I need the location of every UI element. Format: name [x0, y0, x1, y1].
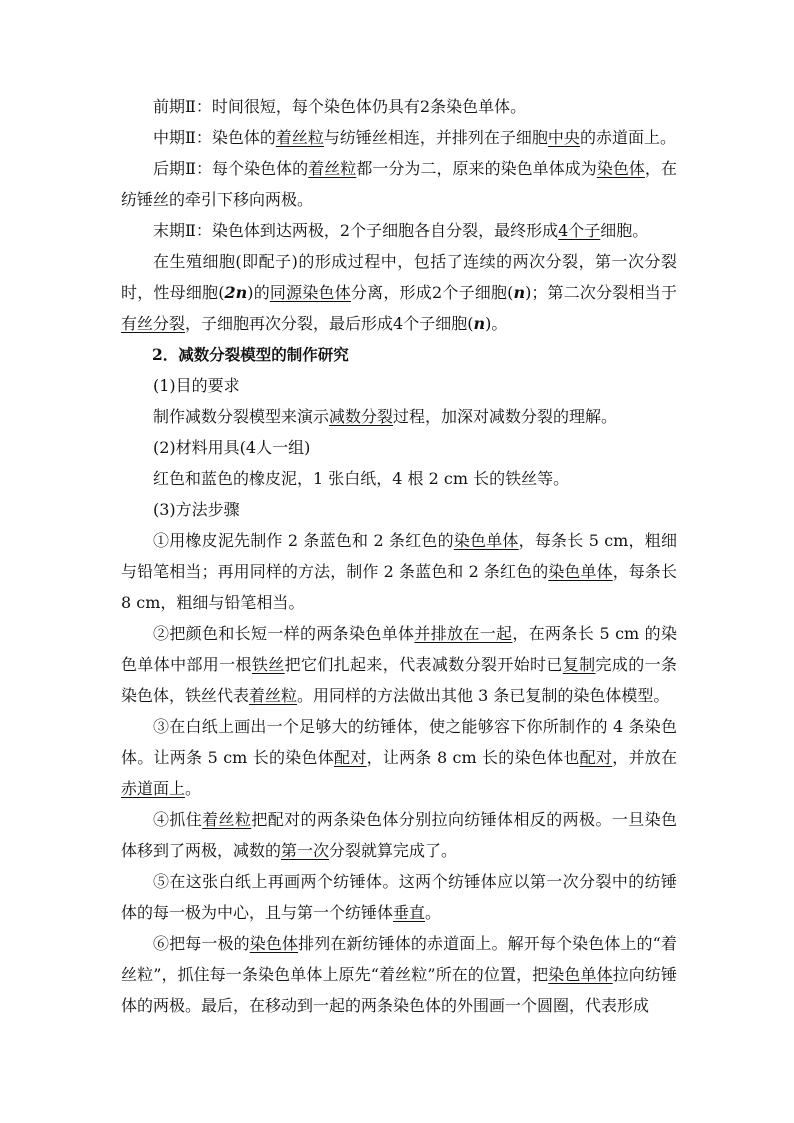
step-3: ③在白纸上画出一个足够大的纺锤体，使之能够容下你所制作的 4 条染色体。让两条 5 cm 长的染色体配对，让两条 8 cm 长的染色体也配对，并放在赤道面上。 [121, 717, 677, 798]
underlined-term: 同源染色体 [269, 283, 351, 302]
step-2: ②把颜色和长短一样的两条染色单体并排放在一起，在两条长 5 cm 的染色单体中部用一根铁丝把它们扎起来，代表减数分裂开始时已复制完成的一条染色体，铁丝代表着丝粒。用同样的方法做出其他 3 条已复制的染色体模型。 [121, 624, 677, 705]
underlined-term: 着丝粒 [249, 686, 298, 705]
underlined-term: 配对 [334, 748, 367, 767]
step-6: ⑥把每一极的染色体排列在新纺锤体的赤道面上。解开每个染色体上的“着丝粒”，抓住每一条染色单体上原先“着丝粒”所在的位置，把染色单体拉向纺锤体的两极。最后，在移动到一起的两条染色体的外围画一个圆圈，代表形成 [121, 934, 677, 1015]
underlined-term: 染色体 [249, 934, 299, 953]
underlined-term: 复制 [562, 655, 596, 674]
underlined-term: 染色体 [596, 159, 645, 178]
underlined-term: 垂直 [393, 903, 426, 922]
underlined-term: 着丝粒 [308, 159, 357, 178]
underlined-term: 染色单体 [453, 531, 519, 550]
paragraph-prophase-ii: 前期Ⅱ：时间很短，每个染色体仍具有2条染色单体。 [153, 97, 527, 116]
step-4: ④抓住着丝粒把配对的两条染色体分别拉向纺锤体相反的两极。一旦染色体移到了两极，减数的第一次分裂就算完成了。 [121, 810, 677, 860]
underlined-term: 染色单体 [548, 965, 613, 984]
underlined-term: 着丝粒 [275, 128, 324, 147]
paragraph-goal: 制作减数分裂模型来演示减数分裂过程，加深对减数分裂的理解。 [153, 407, 618, 426]
paragraph-metaphase-ii: 中期Ⅱ：染色体的着丝粒与纺锤丝相连，并排列在子细胞中央的赤道面上。 [153, 128, 676, 147]
step-1: ①用橡皮泥先制作 2 条蓝色和 2 条红色的染色单体，每条长 5 cm，粗细与铅笔相当；再用同样的方法，制作 2 条蓝色和 2 条红色的染色单体，每条长 8 cm，粗细与铅笔相当。 [121, 531, 677, 612]
paragraph-materials: 红色和蓝色的橡皮泥，1 张白纸，4 根 2 cm 长的铁丝等。 [153, 469, 570, 488]
section-heading: 2．减数分裂模型的制作研究 [152, 345, 349, 364]
paragraph-anaphase-ii: 后期Ⅱ：每个染色体的着丝粒都一分为二，原来的染色单体成为染色体，在纺锤丝的牵引下移向两极。 [121, 159, 677, 209]
underlined-term: 着丝粒 [202, 810, 252, 829]
underlined-term: 染色单体 [548, 562, 613, 581]
underlined-term: 有丝分裂 [121, 314, 186, 333]
subheading-goal: (1)目的要求 [153, 376, 240, 395]
underlined-term: 第一次 [281, 841, 330, 860]
paragraph-gamete-formation: 在生殖细胞(即配子)的形成过程中，包括了连续的两次分裂，第一次分裂时，性母细胞(2n)的同源染色体分离，形成2个子细胞(n)；第二次分裂相当于有丝分裂，子细胞再次分裂，最后形成4个子细胞(n)。 [121, 252, 677, 333]
step-5: ⑤在这张白纸上再画两个纺锤体。这两个纺锤体应以第一次分裂中的纺锤体的每一极为中心，且与第一个纺锤体垂直。 [121, 872, 677, 922]
underlined-term: 配对 [579, 748, 613, 767]
subheading-steps: (3)方法步骤 [153, 500, 240, 519]
underlined-term: 铁丝 [251, 655, 285, 674]
paragraph-telophase-ii: 末期Ⅱ：染色体到达两极，2个子细胞各自分裂，最终形成4个子细胞。 [153, 221, 649, 240]
underlined-term: 4个子 [558, 221, 601, 240]
underlined-term: 并排放在一起 [414, 624, 513, 643]
document-page [121, 91, 677, 1021]
underlined-term: 中央 [547, 128, 580, 147]
underlined-term: 赤道面上 [121, 779, 186, 798]
subheading-materials: (2)材料用具(4人一组) [153, 438, 311, 457]
underlined-term: 减数分裂 [329, 407, 394, 426]
